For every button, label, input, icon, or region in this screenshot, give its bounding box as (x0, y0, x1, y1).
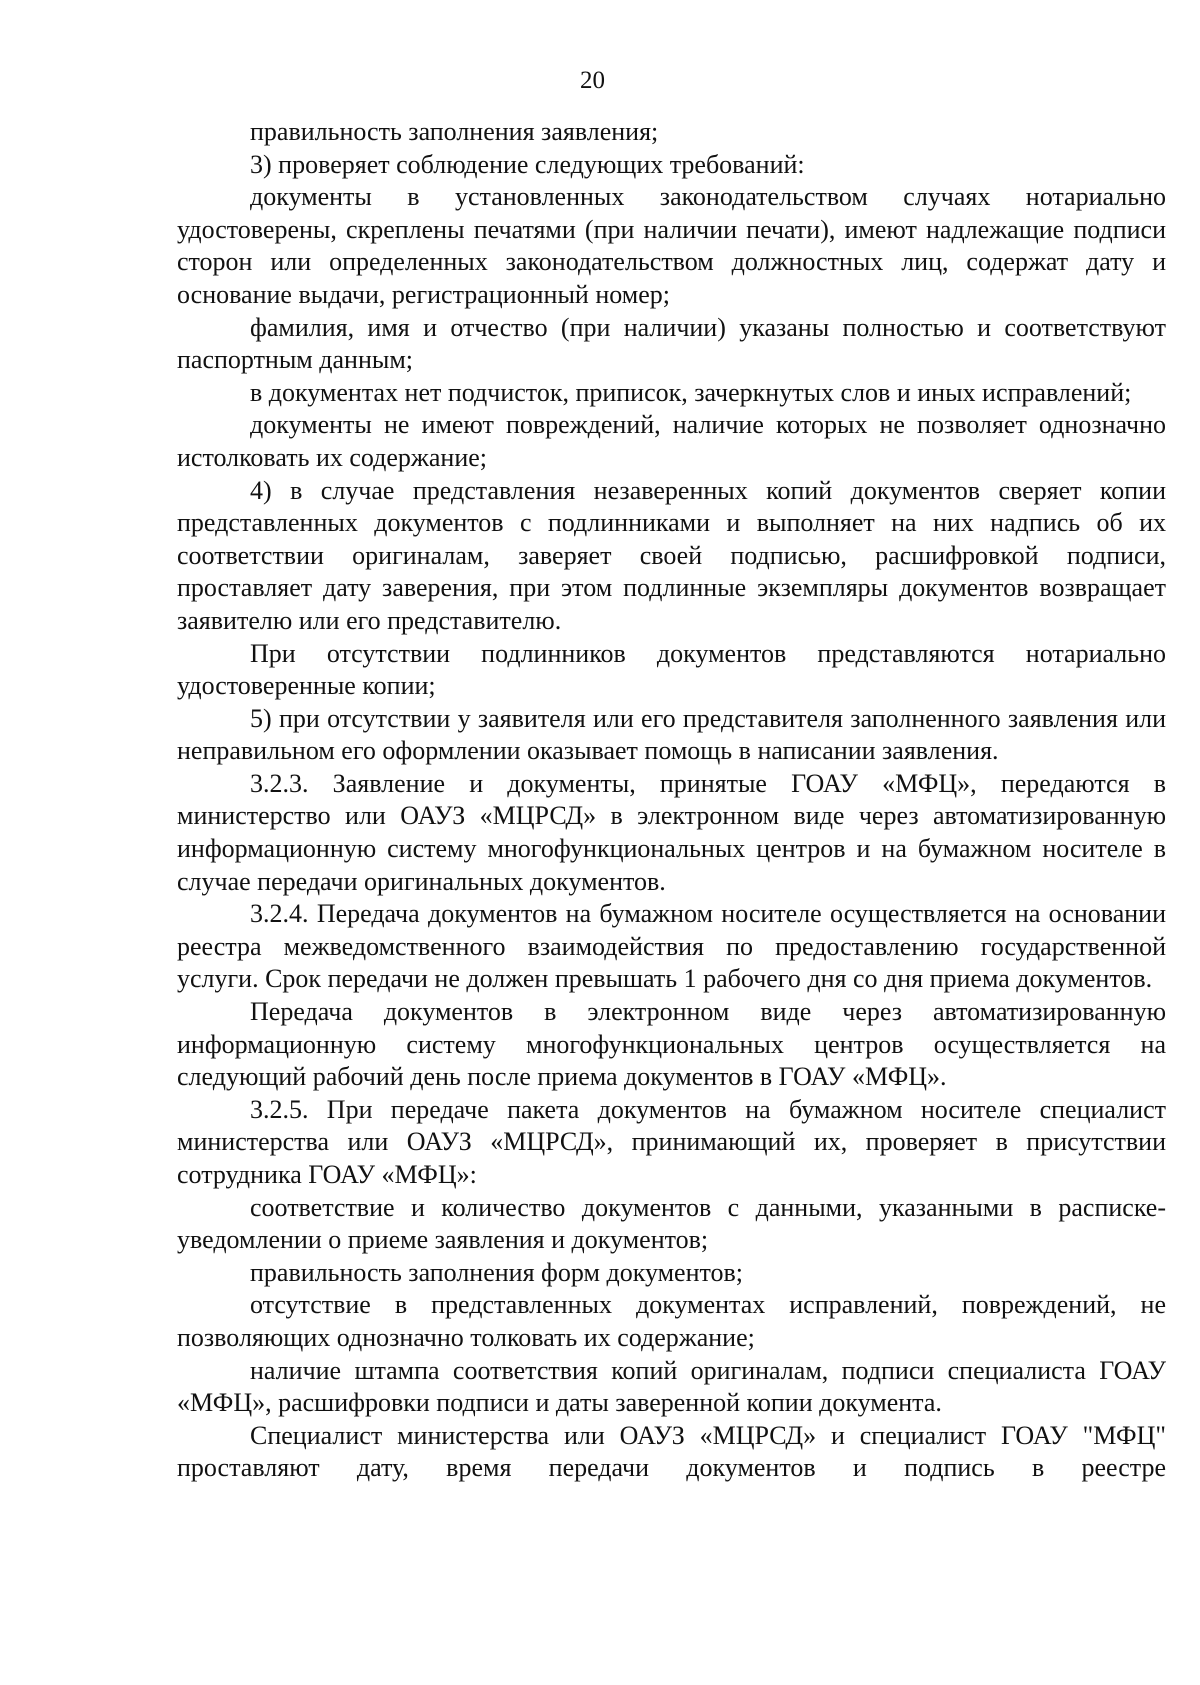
paragraph: отсутствие в представленных документах исправлений, повреждений, не позволяющих однозначно толковать их содержание; (177, 1290, 1166, 1352)
paragraph: правильность заполнения форм документов; (250, 1257, 744, 1287)
paragraph: При отсутствии подлинников документов представляются нотариально удостоверенные копии; (177, 638, 1166, 701)
paragraph: соответствие и количество документов с данными, указанными в расписке-уведомлении о приеме заявления и документов; (177, 1192, 1166, 1255)
paragraph: правильность заполнения заявления; (250, 117, 659, 146)
page-number: 20 (580, 67, 605, 94)
paragraph: Передача документов в электронном виде через автоматизированную информационную систему многофункциональных центров осуществляется на следующий рабочий день после приема документов в ГОАУ «МФЦ». (177, 997, 1166, 1092)
paragraph: Специалист министерства или ОАУЗ «МЦРСД» и специалист ГОАУ "МФЦ" проставляют дату, время передачи документов и подпись в реестре (177, 1420, 1166, 1483)
paragraph: 3.2.4. Передача документов на бумажном носителе осуществляется на основании реестра межведомственного взаимодействия по предоставлению государственной услуги. Срок передачи не должен превышать 1 рабочего дня со дня приема документов. (177, 899, 1166, 994)
paragraph: документы в установленных законодательством случаях нотариально удостоверены, скреплены печатями (при наличии печати), имеют надлежащие подписи сторон или определенных законодательством должностных лиц, содержат дату и основание выдачи, регистрационный номер; (177, 182, 1166, 309)
paragraph: 3) проверяет соблюдение следующих требований: (250, 149, 805, 179)
paragraph: документы не имеют повреждений, наличие которых не позволяет однозначно истолковать их содержание; (177, 410, 1166, 472)
paragraph: 3.2.3. Заявление и документы, принятые ГОАУ «МФЦ», передаются в министерство или ОАУЗ «МЦРСД» в электронном виде через автоматизированную информационную систему многофункциональных центров и на бумажном носителе в случае передачи оригинальных документов. (177, 768, 1166, 896)
paragraph: фамилия, имя и отчество (при наличии) указаны полностью и соответствуют паспортным данным; (177, 312, 1166, 375)
paragraph: 4) в случае представления незаверенных копий документов сверяет копии представленных документов с подлинниками и выполняет на них надпись об их соответствии оригиналам, заверяет своей подписью, расшифровкой подписи, проставляет дату заверения, при этом подлинные экземпляры документов возвращает заявителю или его представителю. (177, 475, 1166, 635)
paragraph: 3.2.5. При передаче пакета документов на бумажном носителе специалист министерства или ОАУЗ «МЦРСД», принимающий их, проверяет в присутствии сотрудника ГОАУ «МФЦ»: (177, 1094, 1166, 1189)
paragraph: 5) при отсутствии у заявителя или его представителя заполненного заявления или неправильном его оформлении оказывает помощь в написании заявления. (177, 703, 1166, 766)
paragraph: в документах нет подчисток, приписок, зачеркнутых слов и иных исправлений; (250, 377, 1132, 407)
paragraph: наличие штампа соответствия копий оригиналам, подписи специалиста ГОАУ «МФЦ», расшифровки подписи и даты заверенной копии документа. (177, 1355, 1166, 1418)
document-body (177, 116, 1166, 1485)
